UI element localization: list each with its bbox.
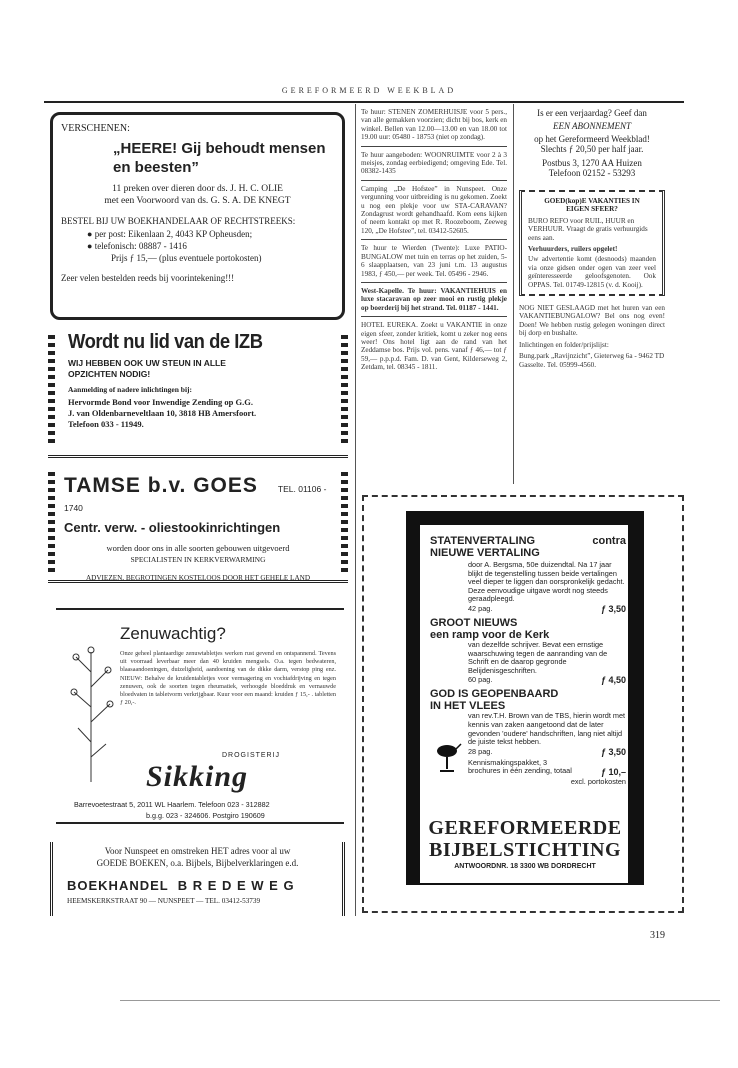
ad-label: VERSCHENEN: xyxy=(61,123,130,134)
herb-plant-illustration xyxy=(66,632,116,782)
ad-vakanties xyxy=(519,190,665,296)
ad-phone xyxy=(87,241,334,251)
page-number: 319 xyxy=(650,930,665,941)
tamse-tel: TEL. 01106 - 1740 xyxy=(64,484,327,513)
izb-info: Aanmelding of nadere inlichtingen bij: xyxy=(68,385,193,394)
classified-hofstee: Camping „De Hofstee” in Nunspeet. Onze vergunning voor uitbreiding is nu gekomen. Zoekt u nog een plekje voor uw STA-CARAVAN? Zondagrust wordt gehandhaafd. Kom eens kijken of neem kontakt op met R. Roozeboom, Zeeweg 120, „De Hofstee”, tel. 03412-52605. xyxy=(361,184,507,235)
ad-post xyxy=(87,229,334,239)
gbs-frame xyxy=(406,511,644,885)
ad-sub2: met een Voorwoord van ds. G. S. A. DE KNEGT xyxy=(104,196,291,206)
classified-woonruimte: Te huur aangeboden: WOONRUIMTE voor 2 à 3 meisjes, zondag eerbiedigend; omgeving Ede. Tel. 08382-1435 xyxy=(361,150,507,176)
gbs-p2pages: 60 pag. xyxy=(468,675,493,685)
gbs-h2b: een ramp voor de Kerk xyxy=(430,628,550,641)
right-column xyxy=(519,108,665,369)
ad-sub1: 11 preken over dieren door ds. J. H. C. OLIE xyxy=(112,184,283,194)
gbs-org2: BIJBELSTICHTING xyxy=(428,839,621,861)
gbs-h2a: GROOT NIEUWS xyxy=(430,616,518,629)
classified-eureka: HOTEL EUREKA. Zoekt u VAKANTIE in onze eigen sfeer, zonder kritiek, komt u zeker nog eens weer! Ons hotel ligt aan de rand van het Zeddamse bos. Prijs vol. pens. vanaf ƒ 46,— tot ƒ 59,— p.p.p.d. Fam. D. van Gent, Kilderseweg 2, Zetdam, tel. 08345 - 1811. xyxy=(361,321,507,372)
gbs-org-block xyxy=(408,817,642,870)
gbs-orgaddr: ANTWOORDNR. 18 3300 WB DORDRECHT xyxy=(454,863,596,870)
gbs-top-band xyxy=(408,513,642,525)
tamse-border-left xyxy=(48,468,55,572)
ad-sikking xyxy=(56,608,344,824)
tamse-subtitle: Centr. verw. - oliestookinrichtingen xyxy=(64,520,281,535)
classified-zomerhuisje: Te huur: STENEN ZOMERHUISJE voor 5 pers., van alle gemakken voorzien; dicht bij bos, kerk en winkel. Bellen van 12.00—13.00 en van 18.00 tot 19.00 uur: 05480 - 18753 (niet op zondag). xyxy=(361,108,507,142)
izb-line2: OPZICHTEN NODIG! xyxy=(68,369,151,379)
gbs-p1-row xyxy=(468,604,626,614)
ad-title-line2: en beesten” xyxy=(113,159,199,176)
ad-footer: Zeer velen bestelden reeds bij voorintekening!!! xyxy=(61,273,235,283)
tamse-line2: SPECIALISTEN IN KERKVERWARMING xyxy=(130,555,266,564)
lamp-icon xyxy=(432,741,462,775)
classifieds-column xyxy=(361,108,507,372)
classified-wierden: Te huur te Wierden (Twente): Luxe PATIO-BUNGALOW met tuin en terras op het zuiden, 5-6 slaapplaatsen, van 23 juni t.m. 13 augustus 1983, ƒ 450,— per week. Tel. 05496 - 2946. xyxy=(361,244,507,278)
nog-niet2: Inlichtingen en folder/prijslijst: xyxy=(519,340,609,349)
gbs-p2: van dezelfde schrijver. Bevat een ernstige waarschuwing tegen de aanranding van de Schrift en de daarop gegronde Belijdenisgeschriften. xyxy=(468,639,608,675)
birthday-5: Postbus 3, 1270 AA Huizen xyxy=(542,158,642,168)
classified-westkapelle: West-Kapelle. Te huur: VAKANTIEHUIS en luxe stacaravan op zeer mooi en rustig plekje op boerderij bij het strand. Tel. 01187 - 1441. xyxy=(361,286,507,312)
gbs-p3pages: 28 pag. xyxy=(468,746,493,756)
tamse-border-right xyxy=(341,468,348,572)
ad-post-text: per post: Eikenlaan 2, 4043 KP Opheusden; xyxy=(94,229,253,239)
ad-heere-book xyxy=(50,112,345,320)
birthday-3: op het Gereformeerd Weekblad! xyxy=(534,134,650,144)
page-bottom-rule xyxy=(120,1000,720,1001)
gbs-h1a: STATENVERTALING xyxy=(430,535,536,547)
vak-body: BURO REFO voor RUIL, HUUR en VERHUUR. Vraagt de gratis verhuurgids eens aan. xyxy=(528,216,648,242)
gbs-h1c: NIEUWE VERTALING xyxy=(430,547,540,559)
sikking-shop-label: DROGISTERIJ xyxy=(222,752,281,759)
checker-border-right xyxy=(341,331,348,443)
vak-warn: Verhuurders, ruilers opgelet! xyxy=(528,245,618,254)
checker-border-left xyxy=(48,331,55,443)
nog-niet3: Bung.park „Ravijnzicht”, Gieterweg 6a - 9462 TD Gasselte. Tel. 05999-4560. xyxy=(519,352,665,369)
ad-tamse xyxy=(48,455,348,583)
sikking-body: Onze geheel plantaardige zenuwtabletjes werken rust gevend en ontspannend. Tevens uit voorraad leverbaar meer dan 40 kruiden mengsels. O.a. tegen bedwateren, blaasaandoeningen, duizeligheid, aandoening van de dikke darm, verstop ping enz. NIEUW: Behalve de kruidentabletjes voor vermagering en vochtafdrijving en tegen zenuwen, ook de soorten tegen rheumatiek, verhoogde bloeddruk en vernauwde bloedvaten in tabletvorm verkrijgbaar. Kuur voor een maand: kruiden ƒ 15,- . tabletten ƒ 20,-. xyxy=(120,650,336,707)
vak-title: GOED(kop)E VAKANTIES IN EIGEN SFEER? xyxy=(544,197,640,214)
ad-title-line1: „HEERE! Gij behoudt mensen xyxy=(113,140,326,157)
izb-title: Wordt nu lid van de IZB xyxy=(68,331,263,353)
gbs-h3a: GOD IS GEOPENBAARD xyxy=(430,688,559,701)
gbs-p3: van rev.T.H. Brown van de TBS, hierin wordt met kennis van zaken aangetoond dat de later gevonden 'oudere' handschriften, lang niet altijd de juiste tekst hebben. xyxy=(468,711,626,747)
gbs-h1b: contra xyxy=(592,535,626,547)
classified-divider xyxy=(361,239,507,240)
ad-price: Prijs ƒ 15,— (plus eventuele portokosten) xyxy=(111,253,262,263)
ad-bredeweg xyxy=(50,842,345,916)
bredeweg-addr: HEEMSKERKSTRAAT 90 — NUNSPEET — TEL. 03412-53739 xyxy=(67,897,261,905)
bredeweg-name: BOEKHANDEL B R E D E W E G xyxy=(67,878,295,893)
izb-line1: WIJ HEBBEN OOK UW STEUN IN ALLE xyxy=(68,358,226,368)
sikking-logo: Sikking xyxy=(146,760,249,793)
izb-addr2: J. van Oldenbarneveltlaan 10, 3818 HB Amersfoort. xyxy=(68,408,257,418)
izb-addr1: Hervormde Bond voor Inwendige Zending op G.G. xyxy=(68,397,253,407)
gbs-h1-row xyxy=(430,535,626,547)
classified-divider xyxy=(361,146,507,147)
sikking-addr1: Barrevoetestraat 5, 2011 WL Haarlem. Telefoon 023 - 312882 xyxy=(74,800,270,809)
birthday-4: Slechts ƒ 20,50 per half jaar. xyxy=(540,144,644,154)
gbs-p3-block xyxy=(430,747,626,786)
gbs-org1: GEREFORMEERDE xyxy=(428,817,622,839)
column-divider-2 xyxy=(513,104,514,484)
nog-niet: NOG NIET GESLAAGD met het huren van een VAKANTIEBUNGALOW? Bel ons nog even! Doen! We hebben rustig gelegen woningen direct bij dorp en bushalte. xyxy=(519,304,665,338)
birthday-q: Is er een verjaardag? Geef dan xyxy=(537,108,647,118)
tamse-title: TAMSE b.v. GOES xyxy=(64,474,258,497)
bullet-icon: ● xyxy=(87,229,95,239)
izb-content xyxy=(68,331,333,429)
gbs-p3-row xyxy=(468,747,626,757)
column-divider-1 xyxy=(355,104,356,916)
gbs-p2price: ƒ 4,50 xyxy=(600,675,626,686)
gbs-pack: Kennismakingspakket, 3 brochures in één zending, totaal xyxy=(468,757,572,776)
birthday-6: Telefoon 02152 - 53293 xyxy=(548,168,636,178)
birthday-gift: EEN ABONNEMENT xyxy=(552,121,632,131)
gbs-packprice: ƒ 10,– xyxy=(600,766,626,777)
classified-divider xyxy=(361,316,507,317)
gbs-p1price: ƒ 3,50 xyxy=(600,603,626,614)
gbs-packnote: excl. portokosten xyxy=(570,776,626,786)
tamse-title-row xyxy=(64,474,340,516)
bredeweg-line1: Voor Nunspeet en omstreken HET adres voor al uw xyxy=(104,846,291,856)
bullet-icon: ● xyxy=(87,241,95,251)
ad-izb xyxy=(48,327,348,447)
ad-bijbelstichting xyxy=(362,495,684,913)
bredeweg-line2: GOEDE BOEKEN, o.a. Bijbels, Bijbelverklaringen e.d. xyxy=(96,858,299,868)
tamse-line1: worden door ons in alle soorten gebouwen uitgevoerd xyxy=(106,543,290,553)
ad-order: BESTEL BIJ UW BOEKHANDELAAR OF RECHTSTREEKS: xyxy=(61,216,296,226)
tamse-line3: ADVIEZEN, BEGROTINGEN KOSTELOOS DOOR HET GEHELE LAND xyxy=(85,574,311,582)
gbs-p1pages: 42 pag. xyxy=(468,603,493,613)
sikking-addr2: b.g.g. 023 - 324606. Postgiro 190609 xyxy=(146,811,265,820)
classified-divider xyxy=(361,282,507,283)
izb-phone: Telefoon 033 - 11949. xyxy=(68,419,144,429)
gbs-p1: door A. Bergsma, 50e duizendtal. Na 17 jaar blijkt de tegenstelling tussen beide vertalingen veel dieper te liggen dan oorspronkelijk gedacht. Deze eenvoudige uitgave wordt nog steeds geraadpleegd. xyxy=(468,560,625,604)
header-rule xyxy=(44,101,684,103)
ad-phone-text: telefonisch: 08887 - 1416 xyxy=(94,241,187,251)
classified-divider xyxy=(361,180,507,181)
gbs-h3b: IN HET VLEES xyxy=(430,700,506,713)
gbs-content xyxy=(430,535,626,786)
running-header: GEREFORMEERD WEEKBLAD xyxy=(281,86,457,95)
sikking-title: Zenuwachtig? xyxy=(120,624,226,643)
gbs-p3price: ƒ 3,50 xyxy=(600,746,626,757)
vak-body2: Uw advertentie komt (desnoods) maanden via onze gidsen onder ogen van zeer veel geïnteresseerde geloofsgenoten. Ook OPPAS. Tel. 01749-12815 (v. d. Kooij). xyxy=(528,255,656,289)
gbs-p2-row xyxy=(468,675,626,685)
